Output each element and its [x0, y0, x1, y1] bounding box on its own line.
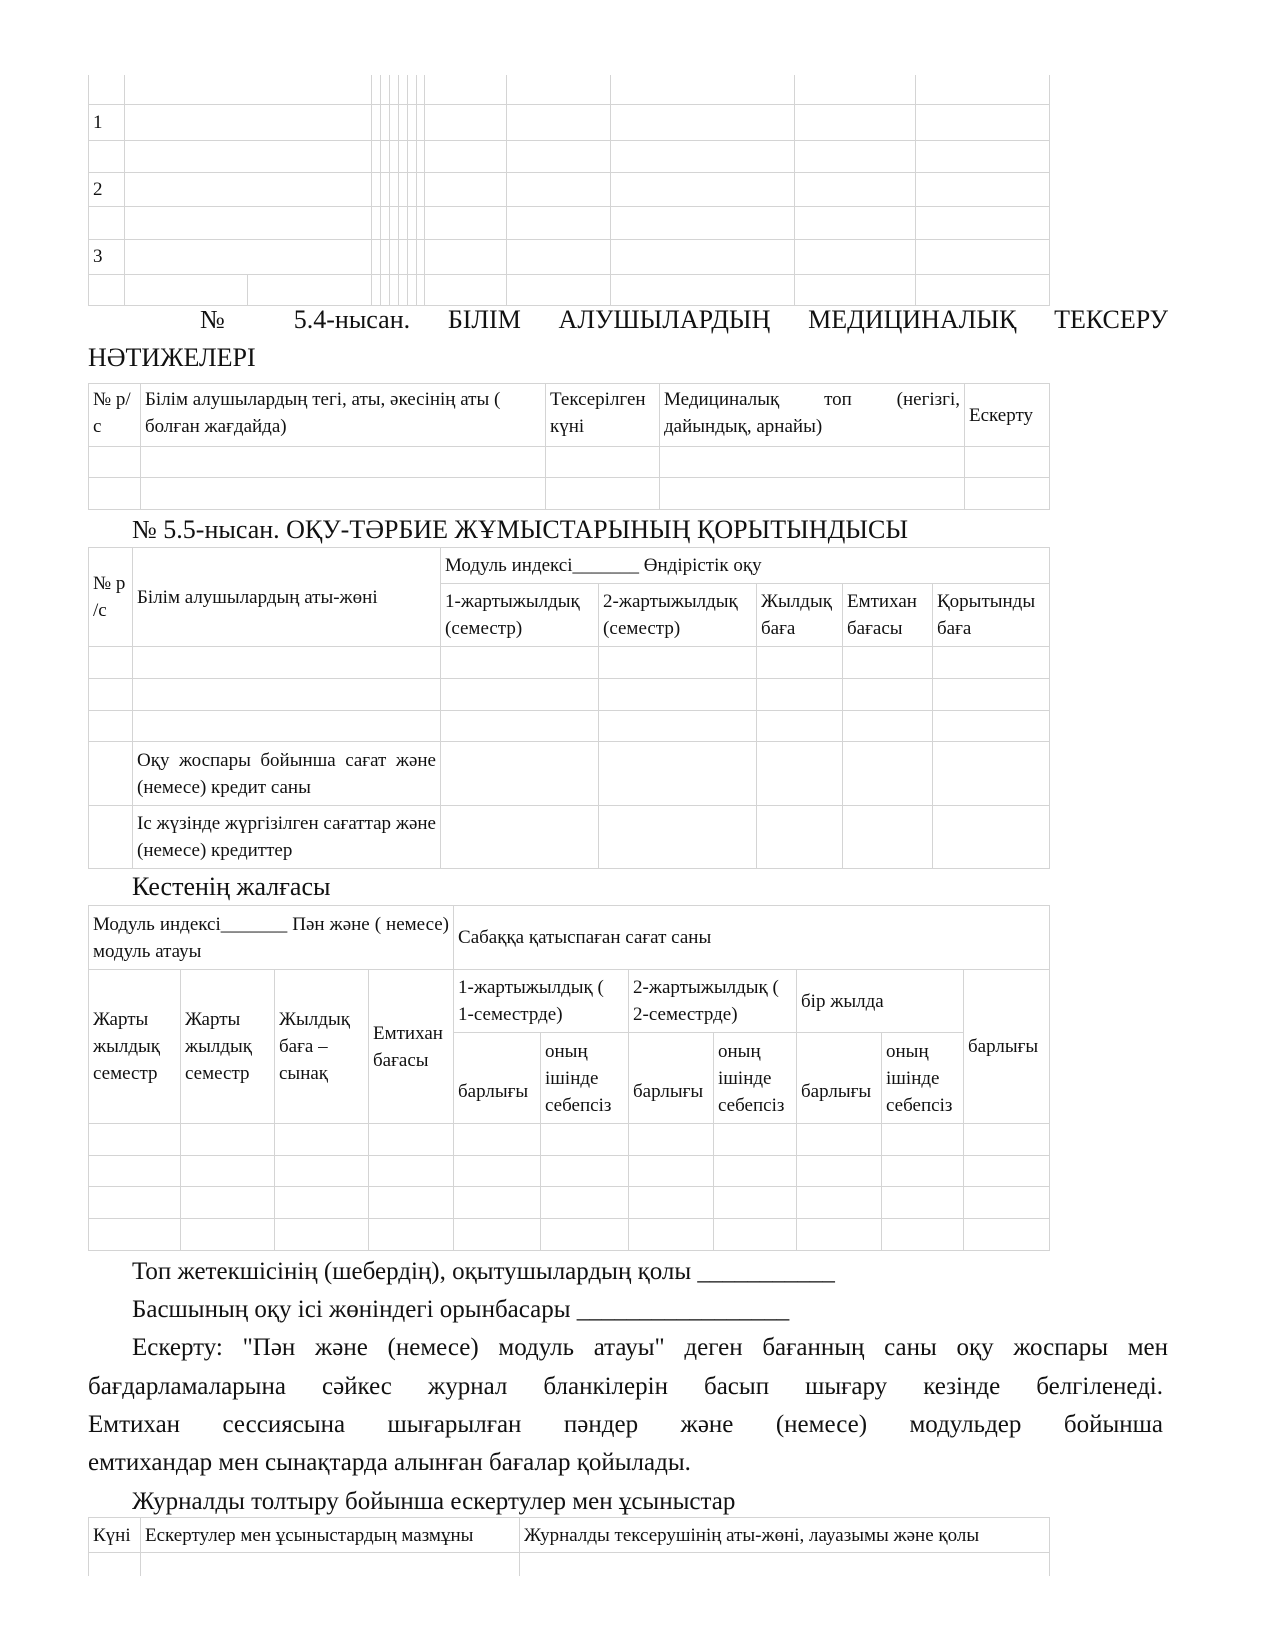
header-total: барлығы: [454, 1033, 541, 1124]
header-medical-group: Медициналық топ (негізгі, дайындық, арнайы): [660, 384, 965, 447]
table-row: [89, 172, 1050, 206]
cell[interactable]: [933, 647, 1050, 679]
cell[interactable]: [89, 647, 133, 679]
cell[interactable]: [797, 1156, 882, 1187]
cell[interactable]: [181, 1124, 275, 1156]
header-unexcused: оның ішінде себепсіз: [541, 1033, 629, 1124]
header-annual-credit: Жылдық баға – сынақ: [275, 970, 369, 1124]
cell[interactable]: [964, 1187, 1050, 1219]
cell[interactable]: [797, 1124, 882, 1156]
cell[interactable]: [546, 478, 660, 510]
note-line-3: [88, 1406, 1168, 1444]
table-row: [89, 742, 1050, 806]
cell[interactable]: [181, 1219, 275, 1251]
cell[interactable]: [89, 1553, 141, 1576]
cell[interactable]: [882, 1124, 964, 1156]
header-inspector: Журналды тексерушінің аты-жөні, лауазымы және қолы: [520, 1518, 1050, 1553]
cell[interactable]: [629, 1156, 714, 1187]
cell[interactable]: [369, 1124, 454, 1156]
cell[interactable]: [441, 711, 599, 742]
cell[interactable]: [933, 742, 1050, 806]
cell[interactable]: [454, 1124, 541, 1156]
cell[interactable]: [369, 1187, 454, 1219]
cell[interactable]: [133, 679, 441, 711]
academic-results-table: [88, 547, 1050, 869]
table-header-row: [89, 384, 1050, 447]
cell[interactable]: [660, 478, 965, 510]
cell[interactable]: [599, 679, 757, 711]
cell[interactable]: [141, 447, 546, 478]
header-total: барлығы: [629, 1033, 714, 1124]
medical-exam-table: [88, 383, 1050, 510]
cell[interactable]: [369, 1219, 454, 1251]
deputy-signature: Басшының оқу ісі жөніндегі орынбасары _________________: [132, 1296, 790, 1323]
cell[interactable]: [757, 711, 843, 742]
table-row: [89, 140, 1050, 172]
remarks-table: [88, 1517, 1050, 1576]
cell[interactable]: [275, 1219, 369, 1251]
row-number: 3: [89, 239, 125, 274]
table-row: [89, 711, 1050, 742]
header-final-grade: Қорытынды баға: [933, 584, 1050, 647]
table-row: [89, 447, 1050, 478]
cell[interactable]: [181, 1156, 275, 1187]
table-row: [89, 679, 1050, 711]
cell[interactable]: [441, 679, 599, 711]
cell[interactable]: [89, 1124, 181, 1156]
cell[interactable]: [757, 647, 843, 679]
cell[interactable]: [599, 806, 757, 869]
header-exam-grade: Емтихан бағасы: [369, 970, 454, 1124]
cell[interactable]: [89, 1187, 181, 1219]
table-row: [89, 206, 1050, 239]
cell[interactable]: [520, 1553, 1050, 1576]
cell[interactable]: [882, 1187, 964, 1219]
cell[interactable]: [89, 1156, 181, 1187]
cell[interactable]: [933, 711, 1050, 742]
table-header-row: [89, 1518, 1050, 1553]
form-5-4-title-line2: НӘТИЖЕЛЕРІ: [88, 343, 256, 372]
header-period-year: бір жылда: [797, 970, 964, 1033]
header-total: барлығы: [797, 1033, 882, 1124]
header-number: № р/с: [89, 384, 141, 447]
table-row: [89, 647, 1050, 679]
cell[interactable]: [454, 1187, 541, 1219]
cell[interactable]: [882, 1219, 964, 1251]
cell[interactable]: [964, 1219, 1050, 1251]
cell[interactable]: [441, 806, 599, 869]
row-number: 1: [89, 104, 125, 140]
group-leader-signature: Топ жетекшісінің (шебердің), оқытушылардың қолы ___________: [132, 1258, 835, 1285]
cell[interactable]: [797, 1219, 882, 1251]
header-absent-hours: Сабаққа қатыспаған сағат саны: [454, 906, 1050, 970]
cell[interactable]: [757, 679, 843, 711]
header-period-semester-1: 1-жартыжылдық ( 1-семестрде): [454, 970, 629, 1033]
header-date: Күні: [89, 1518, 141, 1553]
header-exam-date: Тексерілген күні: [546, 384, 660, 447]
cell[interactable]: [541, 1156, 629, 1187]
header-half-year-1: Жарты жылдық семестр: [89, 970, 181, 1124]
table-row: [89, 75, 1050, 104]
header-period-semester-2: 2-жартыжылдық ( 2-семестрде): [629, 970, 797, 1033]
header-number: № р /с: [89, 548, 133, 647]
cell[interactable]: [441, 742, 599, 806]
header-annual-grade: Жылдық баға: [757, 584, 843, 647]
cell[interactable]: [843, 742, 933, 806]
table-row: [89, 1553, 1050, 1576]
cell[interactable]: [629, 1187, 714, 1219]
table-row: [89, 1156, 1050, 1187]
cell: [125, 75, 372, 104]
cell[interactable]: [369, 1156, 454, 1187]
form-5-4-title: [88, 301, 1168, 339]
cell: [89, 75, 125, 104]
cell[interactable]: [757, 742, 843, 806]
header-semester-1: 1-жартыжылдық (семестр): [441, 584, 599, 647]
cell[interactable]: [964, 1124, 1050, 1156]
header-unexcused: оның ішінде себепсіз: [714, 1033, 797, 1124]
cell[interactable]: [882, 1156, 964, 1187]
cell[interactable]: [275, 1187, 369, 1219]
cell[interactable]: [89, 711, 133, 742]
cell[interactable]: [181, 1187, 275, 1219]
table-row: [89, 239, 1050, 274]
cell[interactable]: [599, 742, 757, 806]
cell[interactable]: [714, 1124, 797, 1156]
cell[interactable]: [133, 711, 441, 742]
header-module-subject: Модуль индексі_______ Пән және ( немесе) модуль атауы: [89, 906, 454, 970]
header-module-group: Модуль индексі_______ Өндірістік оқу: [441, 548, 1050, 584]
remarks-title: Журналды толтыру бойынша ескертулер мен ұсыныстар: [132, 1488, 736, 1515]
cell[interactable]: [965, 447, 1050, 478]
cell[interactable]: [89, 447, 141, 478]
note-text-1: Ескерту: "Пән және (немесе) модуль атауы" деген бағанның саны оқу жоспары мен: [132, 1334, 1168, 1361]
cell[interactable]: [133, 647, 441, 679]
cell[interactable]: [933, 806, 1050, 869]
cell[interactable]: [660, 447, 965, 478]
note-line-2: [88, 1368, 1168, 1406]
actual-hours-label: Іс жүзінде жүргізілген сағаттар және (немесе) кредиттер: [133, 806, 441, 869]
table-header-row: [89, 970, 1050, 1033]
cell[interactable]: [797, 1187, 882, 1219]
cell[interactable]: [629, 1124, 714, 1156]
planned-hours-label: Оқу жоспары бойынша сағат және (немесе) кредит саны: [133, 742, 441, 806]
cell[interactable]: [275, 1124, 369, 1156]
cell[interactable]: [965, 478, 1050, 510]
note-text-2: бағдарламаларына сәйкес журнал бланкілерін басып шығару кезінде белгіленеді.: [88, 1373, 1163, 1400]
table-row: [89, 104, 1050, 140]
note-text-3: Емтихан сессиясына шығарылған пәндер және (немесе) модульдер бойынша: [88, 1411, 1163, 1438]
cell[interactable]: [714, 1156, 797, 1187]
cell[interactable]: [89, 1219, 181, 1251]
cell[interactable]: [89, 679, 133, 711]
cell[interactable]: [141, 478, 546, 510]
cell[interactable]: [275, 1156, 369, 1187]
header-remarks-content: Ескертулер мен ұсыныстардың мазмұны: [141, 1518, 520, 1553]
table-row: [89, 1124, 1050, 1156]
cell[interactable]: [454, 1219, 541, 1251]
cell[interactable]: [843, 679, 933, 711]
continuation-table: [88, 905, 1050, 1251]
cell[interactable]: [714, 1187, 797, 1219]
cell[interactable]: [629, 1219, 714, 1251]
continuation-title: Кестенің жалғасы: [132, 872, 331, 901]
header-student-name: Білім алушылардың тегі, аты, әкесінің аты ( болған жағдайда): [141, 384, 546, 447]
table-row: [89, 806, 1050, 869]
form-5-4-title-line1: № 5.4-нысан. БІЛІМ АЛУШЫЛАРДЫҢ МЕДИЦИНАЛЫҚ ТЕКСЕРУ: [200, 305, 1168, 334]
cell[interactable]: [964, 1156, 1050, 1187]
form-5-5-title: № 5.5-нысан. ОҚУ-ТӘРБИЕ ЖҰМЫСТАРЫНЫҢ ҚОРЫТЫНДЫСЫ: [132, 515, 908, 544]
table-row: [89, 1187, 1050, 1219]
cell[interactable]: [843, 711, 933, 742]
cell[interactable]: [599, 711, 757, 742]
cell[interactable]: [541, 1124, 629, 1156]
header-note: Ескерту: [965, 384, 1050, 447]
top-grid-table: [88, 75, 1050, 306]
cell[interactable]: [843, 647, 933, 679]
table-row: [89, 478, 1050, 510]
cell[interactable]: [141, 1553, 520, 1576]
cell[interactable]: [933, 679, 1050, 711]
cell[interactable]: [441, 647, 599, 679]
table-header-row: [89, 906, 1050, 970]
header-semester-2: 2-жартыжылдық (семестр): [599, 584, 757, 647]
header-unexcused: оның ішінде себепсіз: [882, 1033, 964, 1124]
header-student-name: Білім алушылардың аты-жөні: [133, 548, 441, 647]
header-half-year-2: Жарты жылдық семестр: [181, 970, 275, 1124]
header-exam-grade: Емтихан бағасы: [843, 584, 933, 647]
cell[interactable]: [757, 806, 843, 869]
table-row: [89, 1219, 1050, 1251]
cell[interactable]: [541, 1187, 629, 1219]
cell[interactable]: [89, 478, 141, 510]
cell[interactable]: [546, 447, 660, 478]
cell[interactable]: [454, 1156, 541, 1187]
header-grand-total: барлығы: [964, 970, 1050, 1124]
note-line-1: [88, 1329, 1168, 1367]
cell[interactable]: [599, 647, 757, 679]
cell[interactable]: [843, 806, 933, 869]
cell[interactable]: [714, 1219, 797, 1251]
row-number: 2: [89, 172, 125, 206]
table-header-row: [89, 548, 1050, 584]
cell[interactable]: [541, 1219, 629, 1251]
note-line-4: емтихандар мен сынақтарда алынған бағалар қойылады.: [88, 1449, 691, 1476]
